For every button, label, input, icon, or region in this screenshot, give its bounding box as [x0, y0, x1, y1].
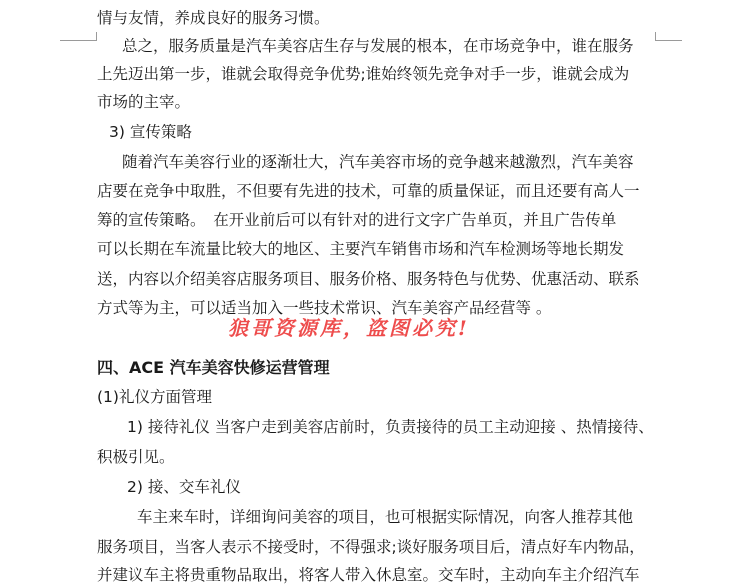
text-line: 方式等为主，可以适当加入一些技术常识、汽车美容产品经营等 。	[97, 299, 552, 317]
list-heading: 2) 接、交车礼仪	[127, 478, 241, 496]
text-line: 积极引见。	[97, 448, 175, 466]
subsection-heading: (1)礼仪方面管理	[97, 388, 212, 406]
margin-corner-right	[655, 32, 682, 41]
text-line: 1) 接待礼仪 当客户走到美容店前时，负责接待的员工主动迎接 、热情接待、	[127, 418, 654, 436]
text-line: 上先迈出第一步，谁就会取得竞争优势;谁始终领先竞争对手一步，谁就会成为	[97, 65, 630, 83]
text-line: 筹的宣传策略。 在开业前后可以有针对的进行文字广告单页，并且广告传单	[97, 211, 617, 229]
text-line: 可以长期在车流量比较大的地区、主要汽车销售市场和汽车检测场等地长期发	[97, 240, 625, 258]
text-line: 市场的主宰。	[97, 93, 191, 111]
text-line: 并建议车主将贵重物品取出，将客人带入休息室。交车时，主动向车主介绍汽车	[97, 566, 640, 584]
text-line: 总之，服务质量是汽车美容店生存与发展的根本，在市场竞争中，谁在服务	[122, 37, 634, 55]
text-line: 服务项目，当客人表示不接受时，不得强求;谈好服务项目后，清点好车内物品，	[97, 538, 645, 556]
chapter-heading: 四、ACE 汽车美容快修运营管理	[97, 358, 330, 377]
watermark: 狼哥资源库，盗图必究!	[228, 316, 470, 340]
text-line: 随着汽车美容行业的逐渐壮大，汽车美容市场的竞争越来越激烈，汽车美容	[122, 153, 634, 171]
text-line: 送，内容以介绍美容店服务项目、服务价格、服务特色与优势、优惠活动、联系	[97, 270, 640, 288]
text-line: 情与友情，养成良好的服务习惯。	[97, 9, 330, 27]
text-line: 店要在竞争中取胜，不但要有先进的技术，可靠的质量保证，而且还要有高人一	[97, 182, 640, 200]
section-heading: 3) 宣传策略	[109, 123, 192, 141]
margin-corner-left	[60, 32, 97, 41]
text-line: 车主来车时，详细询问美容的项目，也可根据实际情况，向客人推荐其他	[137, 508, 634, 526]
